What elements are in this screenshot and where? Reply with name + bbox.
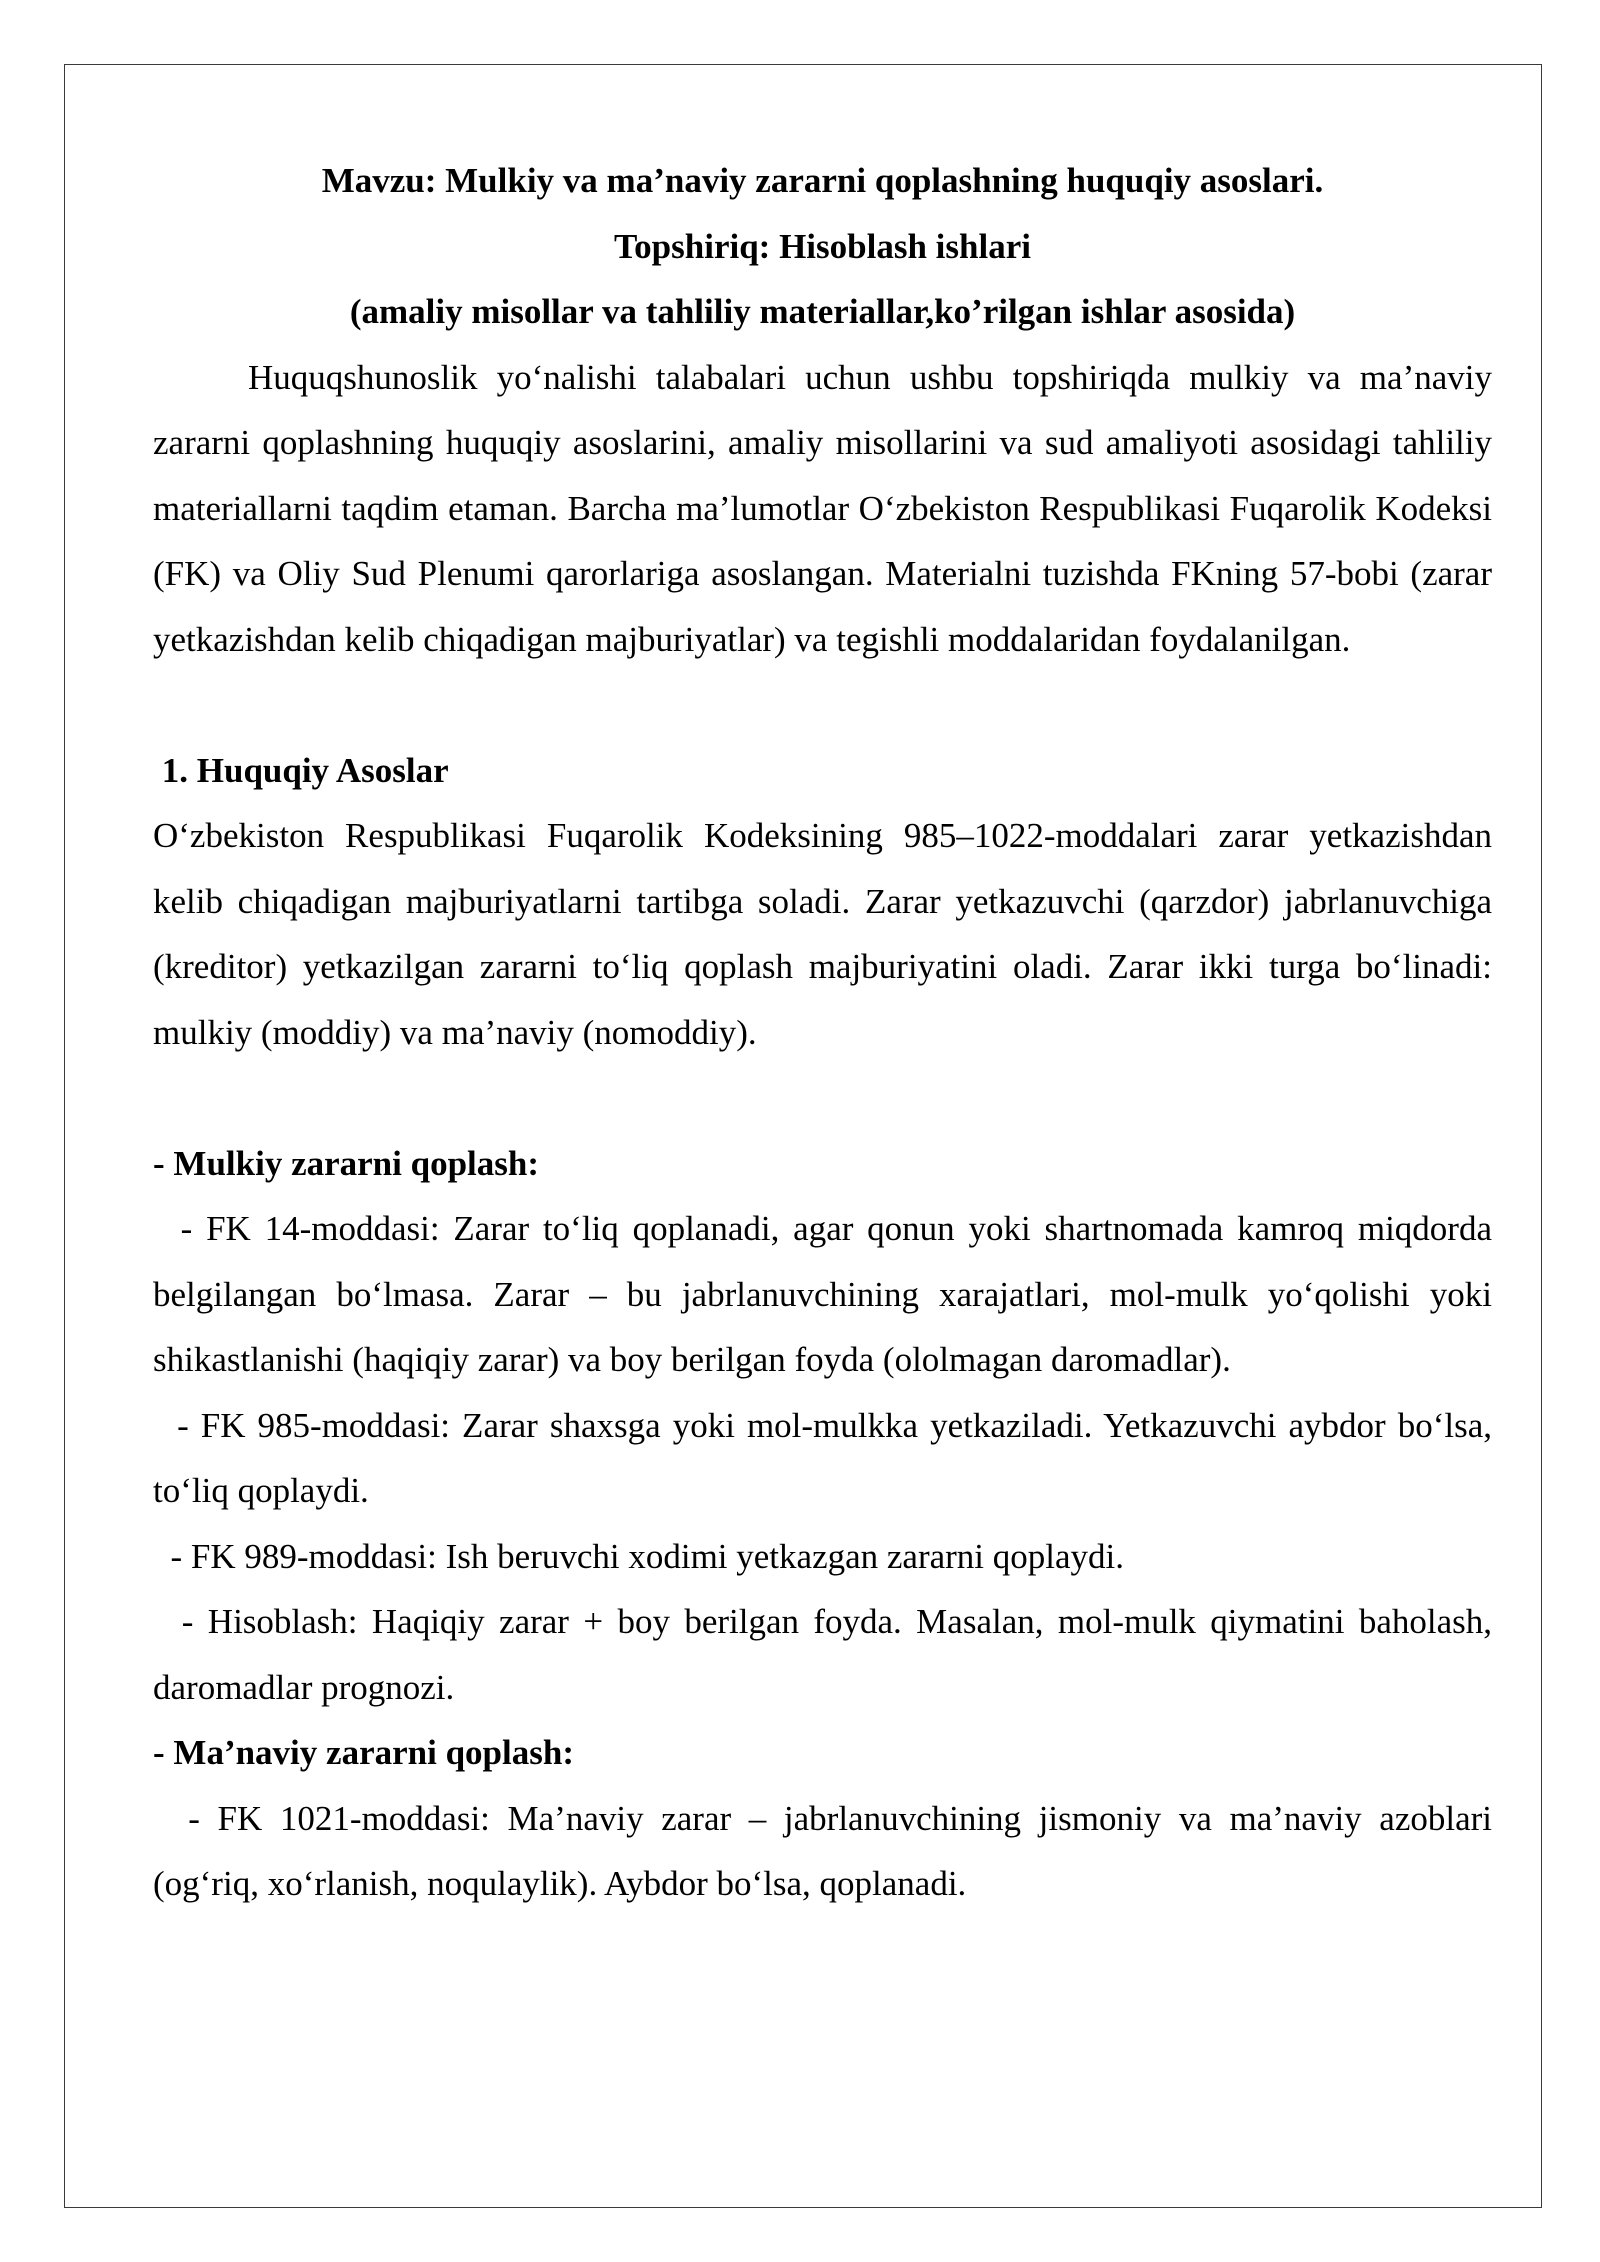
list-item: - FK 14-moddasi: Zarar to‘liq qoplanadi, agar qonun yoki shartnomada kamroq miqdorda belgilangan bo‘lmasa. Zarar – bu jabrlanuvchining xarajatlari, mol-mulk yo‘qolishi yoki shikastlanishi (haqiqiy zarar) va boy berilgan foyda (ololmagan daromadlar). <box>153 1209 1501 1379</box>
task-subtitle: (amaliy misollar va tahliliy materiallar,ko’rilgan ishlar asosida) <box>349 292 1296 331</box>
legal-basis-paragraph: O‘zbekiston Respublikasi Fuqarolik Kodeksining 985–1022-moddalari zarar yetkazishdan kelib chiqadigan majburiyatlarni tartibga soladi. Zarar yetkazuvchi (qarzdor) jabrlanuvchiga (kreditor) yetkazilgan zararni to‘liq qoplash majburiyatini oladi. Zarar ikki turga bo‘linadi: mulkiy (moddiy) va ma’naviy (nomoddiy). <box>153 816 1492 1052</box>
list-item: - FK 1021-moddasi: Ma’naviy zarar – jabrlanuvchining jismoniy va ma’naviy azoblari (og‘riq, xo‘rlanish, noqulaylik). Aybdor bo‘lsa, qoplanadi. <box>153 1798 1501 1903</box>
section-heading-moral-damage: - Ma’naviy zararni qoplash: <box>153 1733 574 1772</box>
list-item: - FK 985-moddasi: Zarar shaxsga yoki mol-mulkka yetkaziladi. Yetkazuvchi aybdor bo‘lsa, to‘liq qoplaydi. <box>153 1405 1501 1510</box>
blank-line <box>153 672 1492 738</box>
list-item: - Hisoblash: Haqiqiy zarar + boy berilgan foyda. Masalan, mol-mulk qiymatini baholash, daromadlar prognozi. <box>153 1602 1501 1707</box>
intro-paragraph: Huquqshunoslik yo‘nalishi talabalari uchun ushbu topshiriqda mulkiy va ma’naviy zararni qoplashning huquqiy asoslarini, amaliy misollarini va sud amaliyoti asosidagi tahliliy materiallarni taqdim etaman. Barcha ma’lumotlar O‘zbekiston Respublikasi Fuqarolik Kodeksi (FK) va Oliy Sud Plenumi qarorlariga asoslangan. Materialni tuzishda FKning 57-bobi (zarar yetkazishdan kelib chiqadigan majburiyatlar) va tegishli moddalaridan foydalanilgan. <box>153 357 1492 659</box>
list-item: - FK 989-moddasi: Ish beruvchi xodimi yetkazgan zararni qoplaydi. <box>153 1536 1125 1576</box>
section-heading-legal-basis: 1. Huquqiy Asoslar <box>153 750 449 790</box>
blank-line <box>153 1065 1492 1131</box>
document-body <box>153 148 1501 1917</box>
section-heading-property-damage: - Mulkiy zararni qoplash: <box>153 1143 540 1183</box>
document-title: Mavzu: Mulkiy va ma’naviy zararni qoplashning huquqiy asoslari. <box>321 161 1324 200</box>
task-title: Topshiriq: Hisoblash ishlari <box>614 226 1031 266</box>
